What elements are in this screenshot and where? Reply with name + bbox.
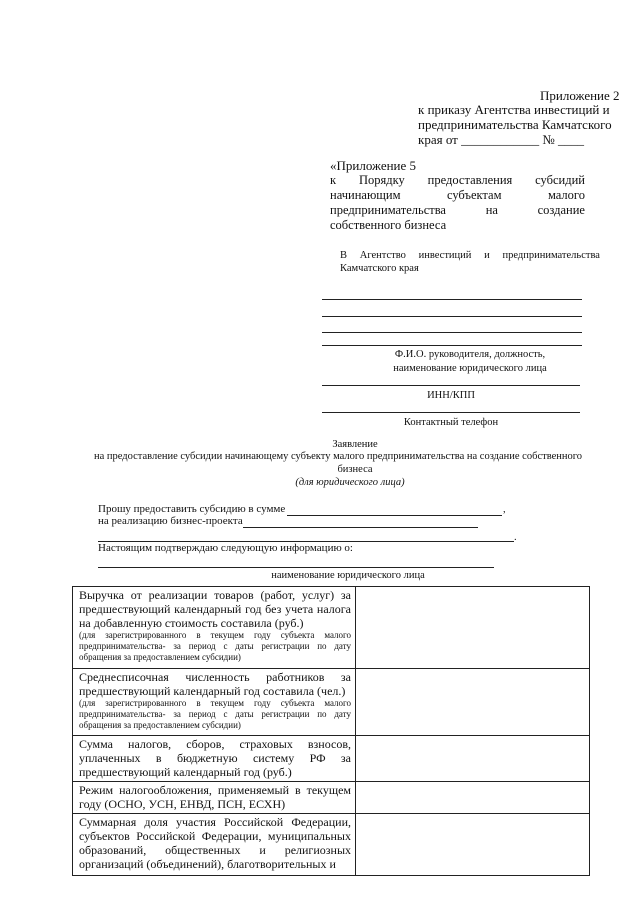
revenue-value-field[interactable]: [356, 587, 590, 669]
company-name-caption: наименование юридического лица: [271, 570, 425, 581]
statement-title: Заявление: [332, 439, 378, 450]
word: предпринимательства: [330, 203, 446, 217]
table-row-label: [73, 782, 356, 814]
table-row-label: [73, 587, 356, 669]
phone-caption: Контактный телефон: [403, 417, 499, 428]
table-row-label: [73, 814, 356, 876]
fio-caption-2: наименование юридического лица: [393, 363, 547, 374]
taxes-label: Сумма налогов, сборов, страховых взносов, уплаченных в бюджетную систему РФ за предшествующий календарный год (руб.): [79, 737, 351, 779]
inn-fill-line[interactable]: [322, 385, 580, 386]
fio-fill-line-3[interactable]: [322, 332, 582, 333]
word: Порядку: [358, 173, 405, 187]
period: .: [514, 532, 517, 543]
state-share-value-field[interactable]: [356, 814, 590, 876]
comma: ,: [503, 504, 506, 515]
fio-caption-1: Ф.И.О. руководителя, должность,: [394, 349, 546, 360]
word: субсидий: [535, 173, 585, 187]
fio-fill-line-1[interactable]: [322, 299, 582, 300]
confirm-label: Настоящим подтверждаю следующую информацию о:: [98, 542, 353, 554]
addressee-line-2: Камчатского края: [340, 263, 419, 274]
table-row: [73, 736, 590, 782]
word: Агентство: [359, 250, 406, 261]
fio-fill-line-4[interactable]: [322, 345, 582, 346]
tax-regime-value-field[interactable]: [356, 782, 590, 814]
table-row: [73, 587, 590, 669]
appendix5-line-3: [330, 203, 585, 218]
headcount-value-field[interactable]: [356, 669, 590, 736]
headcount-label: Среднесписочная численность работников за предшествующий календарный год составила (чел.): [79, 670, 351, 698]
word: предоставления: [427, 173, 513, 187]
appendix-order-line-2: предпринимательства Камчатского: [418, 117, 612, 132]
tax-regime-label: Режим налогообложения, применяемый в текущем году (ОСНО, УСН, ЕНВД, ПСН, ЕСХН): [79, 783, 351, 811]
appendix5-line-2: [330, 188, 585, 203]
phone-fill-line[interactable]: [322, 412, 580, 413]
word: создание: [537, 203, 585, 217]
word: субъектам: [446, 188, 502, 202]
appendix-title: Приложение 2: [540, 88, 620, 103]
appendix-order-line-1: к приказу Агентства инвестиций и: [418, 102, 610, 117]
appendix5-title: «Приложение 5: [330, 158, 417, 173]
word: инвестиций: [418, 250, 472, 261]
taxes-value-field[interactable]: [356, 736, 590, 782]
addressee-line-1: [340, 249, 600, 262]
info-table: [72, 586, 590, 876]
project-field[interactable]: [243, 527, 478, 528]
word: предпринимательства: [502, 250, 600, 261]
statement-subtitle-3: (для юридического лица): [295, 477, 405, 488]
word: на: [485, 203, 498, 217]
table-row: [73, 669, 590, 736]
appendix-order-line-3: края от ____________ № ____: [418, 132, 584, 147]
inn-caption: ИНН/КПП: [427, 390, 475, 401]
revenue-label: Выручка от реализации товаров (работ, услуг) за предшествующий календарный год без учета налога на добавленную стоимость составила (руб.): [79, 588, 351, 630]
fio-fill-line-2[interactable]: [322, 316, 582, 317]
word: и: [484, 250, 490, 261]
state-share-label: Суммарная доля участия Российской Федерации, субъектов Российской Федерации, муниципальных образований, общественных и религиозных организаций (объединений), благотворительных и: [79, 815, 351, 871]
table-row: [73, 814, 590, 876]
headcount-note: (для зарегистрированного в текущем году субъекта малого предпринимательства- за период с даты регистрации по дату обращения за предоставлением субсидии): [79, 698, 351, 730]
company-name-field[interactable]: [98, 567, 494, 568]
statement-subtitle-1: на предоставление субсидии начинающему субъекту малого предпринимательства на создание собственного: [93, 451, 583, 462]
word: малого: [547, 188, 585, 202]
appendix5-line-1: [330, 173, 585, 188]
revenue-note: (для зарегистрированного в текущем году субъекта малого предпринимательства- за период с даты регистрации по дату обращения за предоставлением субсидии): [79, 630, 351, 662]
request-label: Прошу предоставить субсидию в сумме: [98, 503, 286, 515]
amount-field[interactable]: [287, 515, 502, 516]
table-row-label: [73, 736, 356, 782]
appendix5-line-4: собственного бизнеса: [330, 218, 447, 232]
word: начинающим: [330, 188, 401, 202]
statement-subtitle-2: бизнеса: [337, 464, 373, 475]
table-row-label: [73, 669, 356, 736]
word: В: [340, 250, 348, 261]
word: к: [330, 173, 337, 187]
project-label: на реализацию бизнес-проекта: [98, 515, 243, 527]
table-row: [73, 782, 590, 814]
